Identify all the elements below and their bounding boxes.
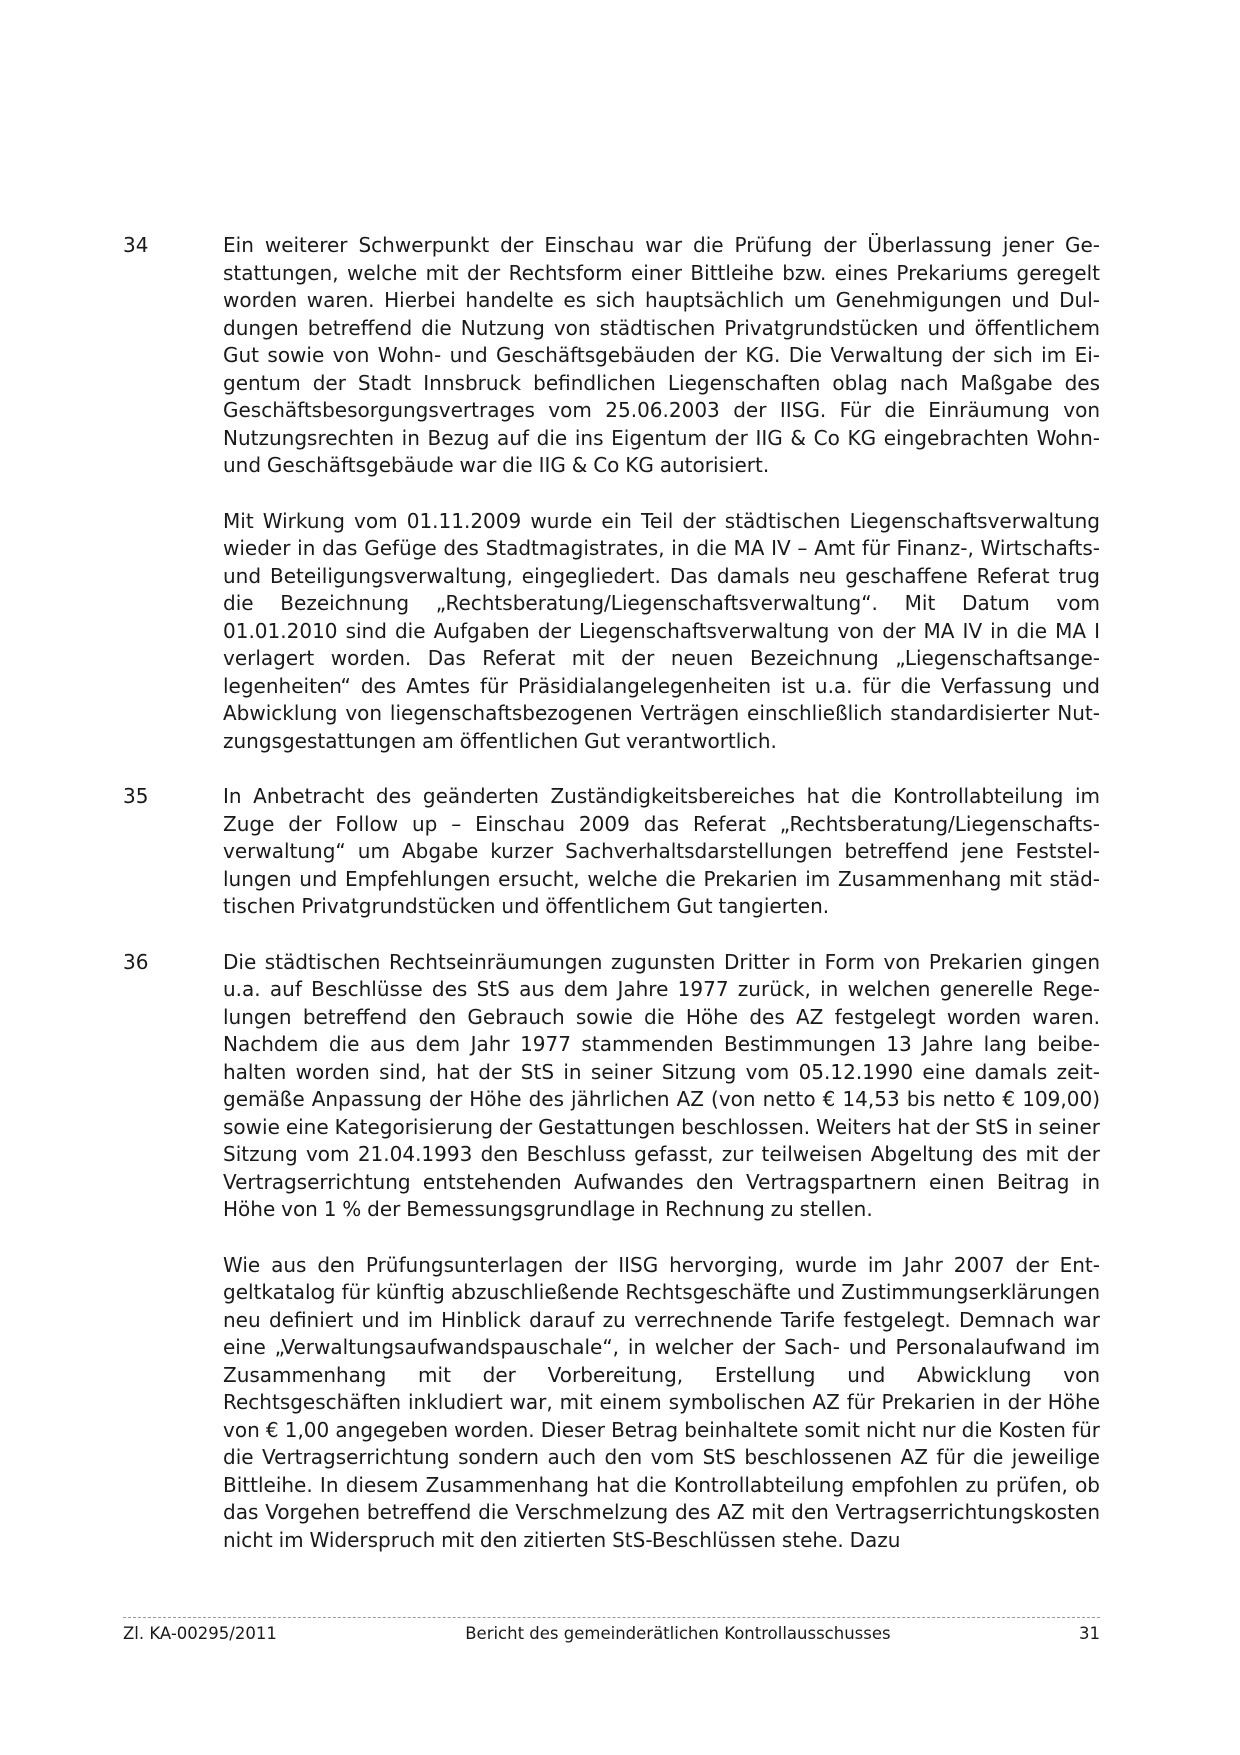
- footer-reference: Zl. KA-00295/2011: [123, 1624, 277, 1643]
- section-text: [223, 232, 1100, 755]
- section-35: [123, 783, 1100, 921]
- footer-title: Bericht des gemeinderätlichen Kontrollausschusses: [465, 1624, 891, 1643]
- paragraph: Mit Wirkung vom 01.11.2009 wurde ein Teil der städtischen Liegenschaftsverwaltung wieder in das Gefüge des Stadtmagistrates, in die MA IV – Amt für Finanz-, Wirtschafts- und Beteiligungsverwaltung, eingegliedert. Das damals neu geschaffene Referat trug die Bezeichnung „Rechtsberatung/Liegenschaftsverwaltung“. Mit Datum vom 01.01.2010 sind die Aufgaben der Liegenschaftsverwaltung von der MA IV in die MA I verlagert worden. Das Referat mit der neuen Bezeichnung „Liegenschaftsangelegenheiten“ des Amtes für Präsidialangelegenheiten ist u.a. für die Verfassung und Abwicklung von liegenschaftsbezogenen Verträgen einschließlich standardisierter Nutzungsgestattungen am öffentlichen Gut verantwortlich.: [223, 508, 1100, 753]
- section-number: 34: [123, 233, 149, 257]
- section-text: [223, 949, 1100, 1555]
- section-text: [223, 783, 1100, 921]
- page-footer: [123, 1617, 1100, 1645]
- paragraph: Wie aus den Prüfungsunterlagen der IISG hervorging, wurde im Jahr 2007 der Entgeltkatalog für künftig abzuschließende Rechtsgeschäfte und Zustimmungserklärungen neu definiert und im Hinblick darauf zu verrechnende Tarife festgelegt. Demnach war eine „Verwaltungsaufwandspauschale“, in welcher der Sach- und Personalaufwand im Zusammenhang mit der Vorbereitung, Erstellung und Abwicklung von Rechtsgeschäften inkludiert war, mit einem symbolischen AZ für Prekarien in der Höhe von € 1,00 angegeben worden. Dieser Betrag beinhaltete somit nicht nur die Kosten für die Vertragserrichtung sondern auch den vom StS beschlossenen AZ für die jeweilige Bittleihe. In diesem Zusammenhang hat die Kontrollabteilung empfohlen zu prüfen, ob das Vorgehen betreffend die Verschmelzung des AZ mit den Vertragserrichtungskosten nicht im Widerspruch mit den zitierten StS-Beschlüssen stehe. Dazu: [223, 1252, 1100, 1552]
- footer-page-number: 31: [1078, 1624, 1100, 1643]
- section-number: 35: [123, 784, 149, 808]
- paragraph: Die städtischen Rechtseinräumungen zugunsten Dritter in Form von Prekarien gingen u.a. auf Beschlüsse des StS aus dem Jahre 1977 zurück, in welchen generelle Regelungen betreffend den Gebrauch sowie die Höhe des AZ festgelegt worden waren. Nachdem die aus dem Jahr 1977 stammenden Bestimmungen 13 Jahre lang beibehalten worden sind, hat der StS in seiner Sitzung vom 05.12.1990 eine damals zeitgemäße Anpassung der Höhe des jährlichen AZ (von netto € 14,53 bis netto € 109,00) sowie eine Kategorisierung der Gestattungen beschlossen. Weiters hat der StS in seiner Sitzung vom 21.04.1993 den Beschluss gefasst, zur teilweisen Abgeltung des mit der Vertragserrichtung entstehenden Aufwandes den Vertragspartnern einen Beitrag in Höhe von 1 % der Bemessungsgrundlage in Rechnung zu stellen.: [223, 949, 1100, 1221]
- section-34: [123, 232, 1100, 755]
- section-36: [123, 949, 1100, 1555]
- paragraph: Ein weiterer Schwerpunkt der Einschau war die Prüfung der Überlassung jener Gestattungen, welche mit der Rechtsform einer Bittleihe bzw. eines Prekariums geregelt worden waren. Hierbei handelte es sich hauptsächlich um Genehmigungen und Duldungen betreffend die Nutzung von städtischen Privatgrundstücken und öffentlichem Gut sowie von Wohn- und Geschäftsgebäuden der KG. Die Verwaltung der sich im Eigentum der Stadt Innsbruck befindlichen Liegenschaften oblag nach Maßgabe des Geschäftsbesorgungsvertrages vom 25.06.2003 der IISG. Für die Einräumung von Nutzungsrechten in Bezug auf die ins Eigentum der IIG & Co KG eingebrachten Wohn- und Geschäftsgebäude war die IIG & Co KG autorisiert.: [223, 233, 1100, 477]
- paragraph: In Anbetracht des geänderten Zuständigkeitsbereiches hat die Kontrollabteilung im Zuge der Follow up – Einschau 2009 das Referat „Rechtsberatung/Liegenschaftsverwaltung“ um Abgabe kurzer Sachverhaltsdarstellungen betreffend jene Feststellungen und Empfehlungen ersucht, welche die Prekarien im Zusammenhang mit städtischen Privatgrundstücken und öffentlichem Gut tangierten.: [223, 784, 1100, 918]
- document-body: [123, 232, 1100, 1582]
- section-number: 36: [123, 949, 149, 974]
